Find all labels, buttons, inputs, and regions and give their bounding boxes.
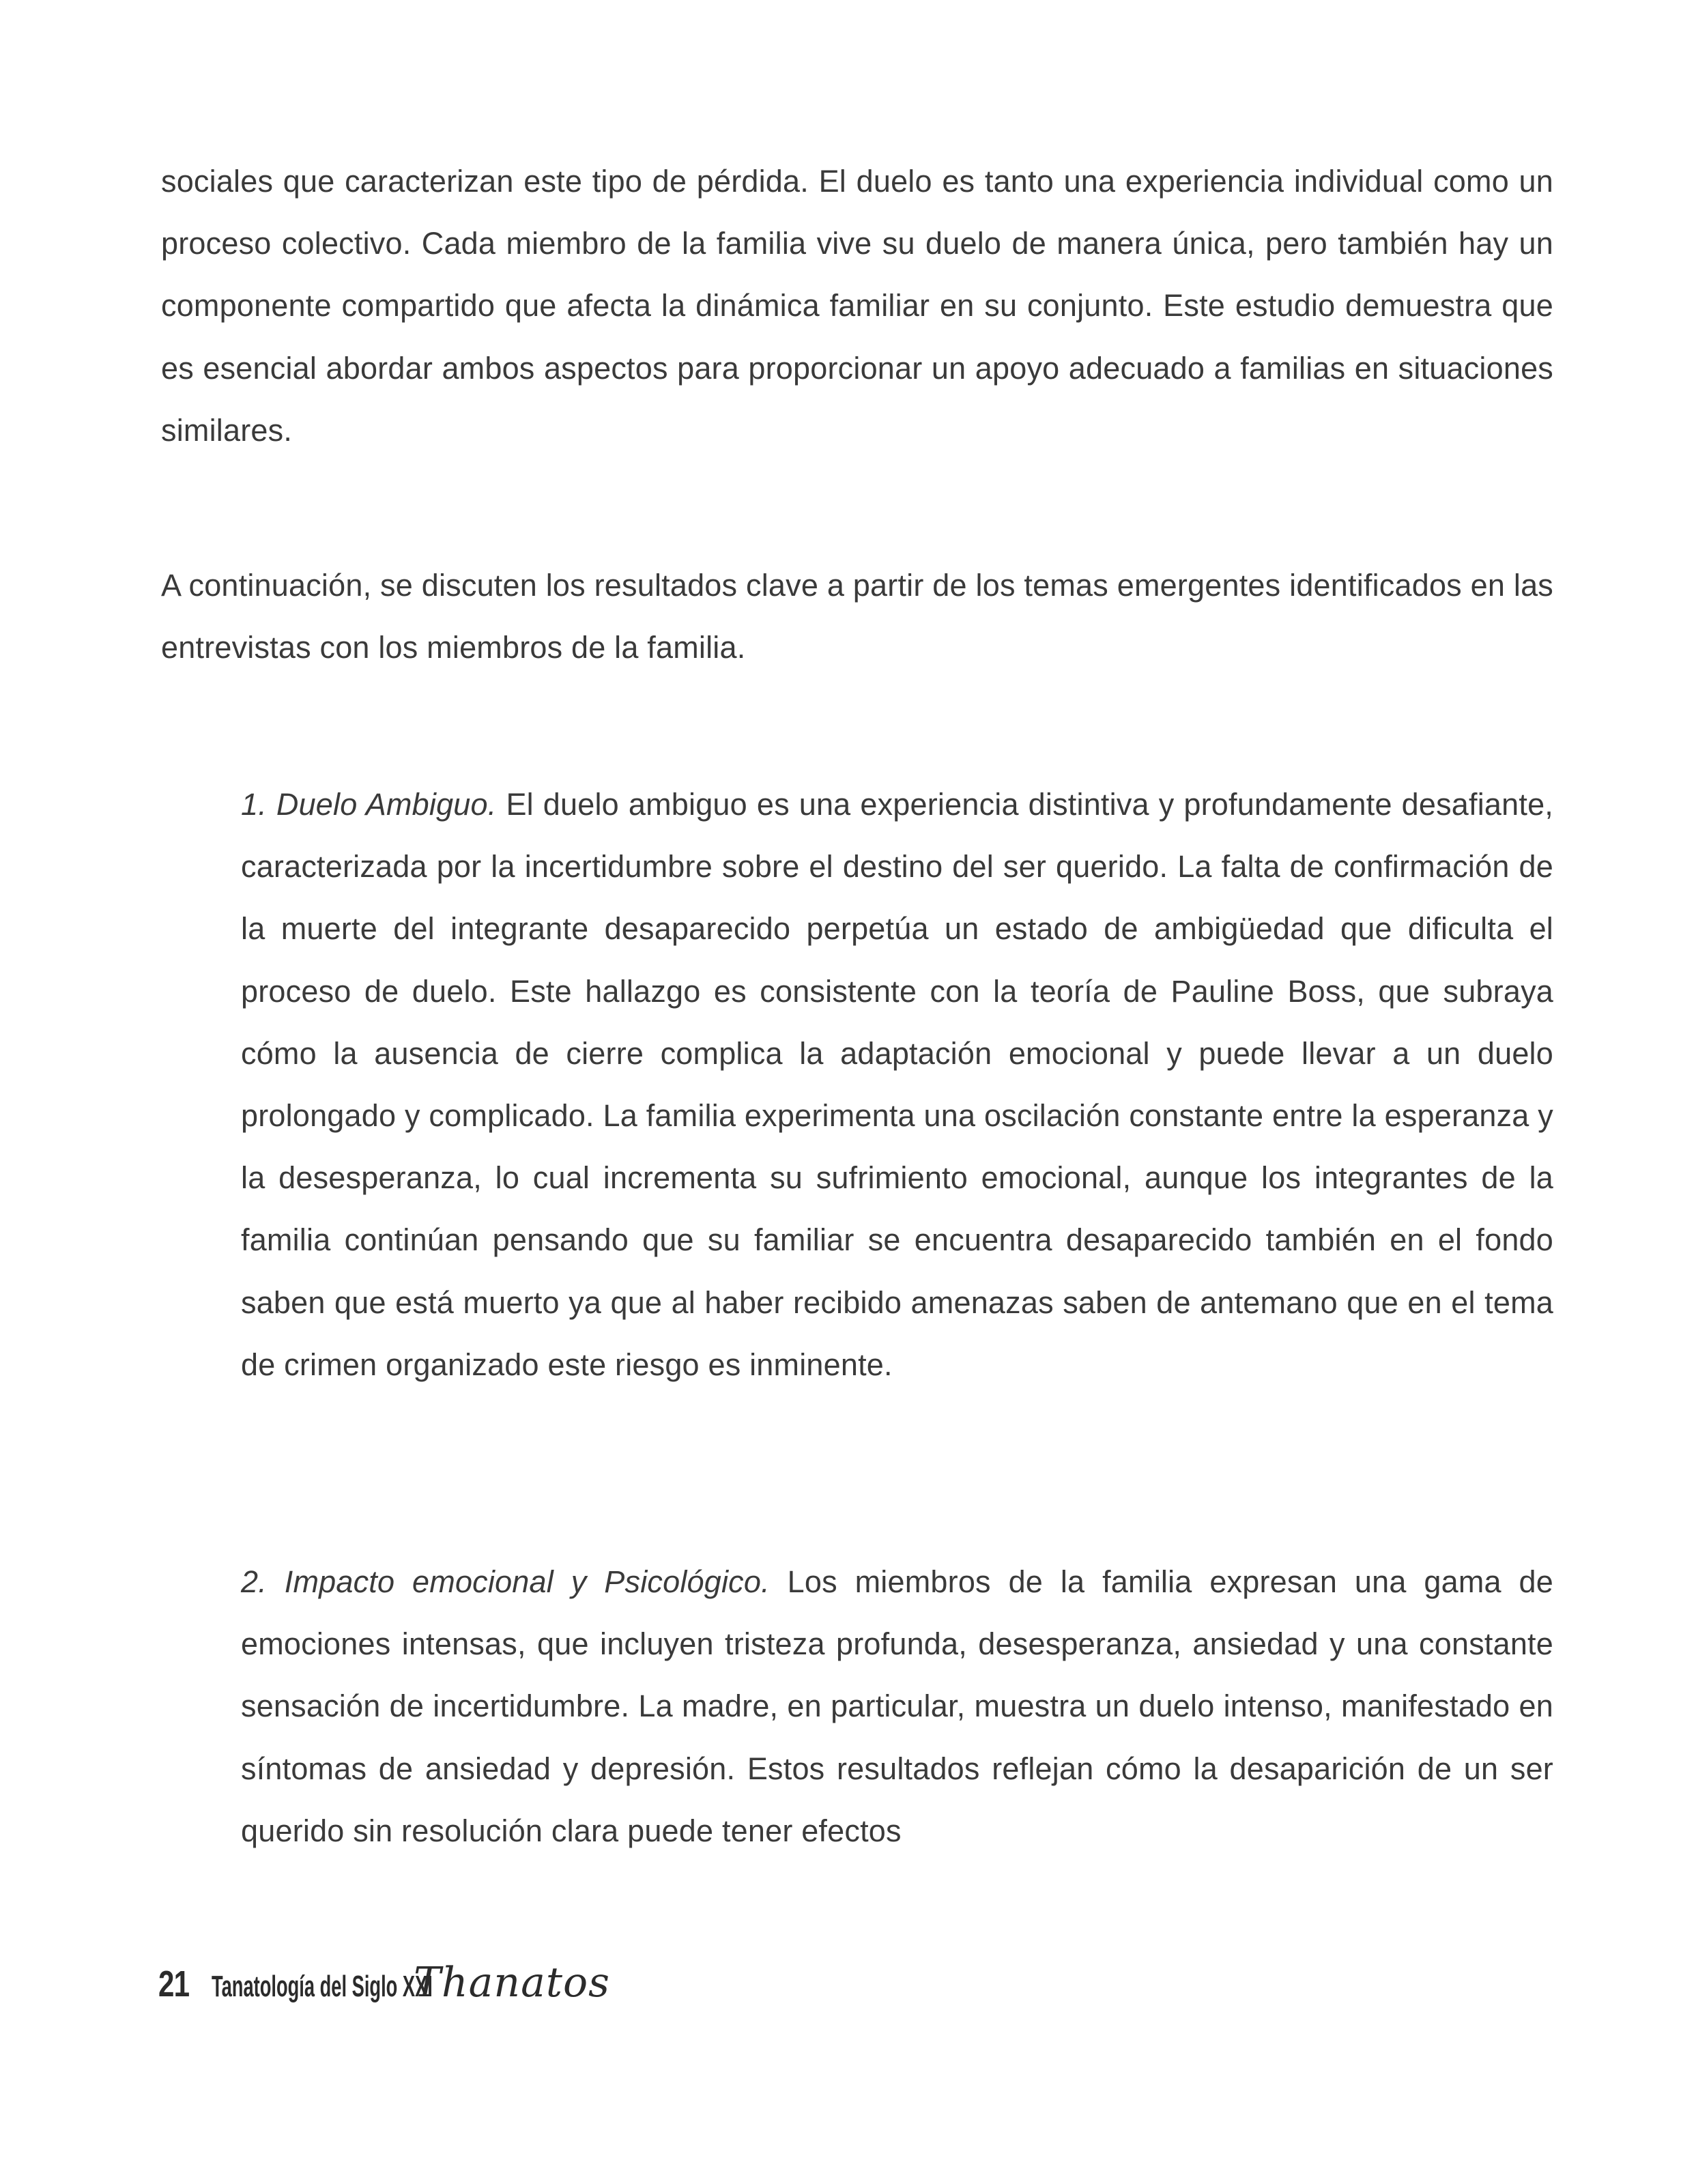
journal-name: Tanatología del Siglo XXI: [212, 1970, 433, 2003]
body-paragraph: sociales que caracterizan este tipo de pérdida. El duelo es tanto una experiencia individual como un proceso colectivo. Cada miembro de la familia vive su duelo de manera única, pero también hay un componente compartido que afecta la dinámica familiar en su conjunto. Este estudio demuestra que es esencial abordar ambos aspectos para proporcionar un apoyo adecuado a familias en situaciones similares.: [161, 164, 1553, 448]
numbered-item: [241, 1551, 1553, 1862]
page-footer: [158, 1959, 610, 2013]
page-number: 21: [158, 1964, 190, 2005]
item-heading: 1. Duelo Ambiguo.: [241, 787, 497, 822]
item-heading: 2. Impacto emocional y Psicológico.: [241, 1564, 770, 1599]
numbered-item: [241, 773, 1553, 1396]
journal-logo: Thanatos: [414, 1959, 610, 2007]
item-text: El duelo ambiguo es una experiencia distintiva y profundamente desafiante, caracterizada por la incertidumbre sobre el destino del ser querido. La falta de confirmación de la muerte del integrante desaparecido perpetúa un estado de ambigüedad que dificulta el proceso de duelo. Este hallazgo es consistente con la teoría de Pauline Boss, que subraya cómo la ausencia de cierre complica la adaptación emocional y puede llevar a un duelo prolongado y complicado. La familia experimenta una oscilación constante entre la esperanza y la desesperanza, lo cual incrementa su sufrimiento emocional, aunque los integrantes de la familia continúan pensando que su familiar se encuentra desaparecido también en el fondo saben que está muerto ya que al haber recibido amenazas saben de antemano que en el tema de crimen organizado este riesgo es inminente.: [241, 787, 1554, 1382]
body-paragraph: A continuación, se discuten los resultados clave a partir de los temas emergentes identificados en las entrevistas con los miembros de la familia.: [161, 568, 1553, 665]
item-text: Los miembros de la familia expresan una gama de emociones intensas, que incluyen tristeza profunda, desesperanza, ansiedad y una constante sensación de incertidumbre. La madre, en particular, muestra un duelo intenso, manifestado en síntomas de ansiedad y depresión. Estos resultados reflejan cómo la desaparición de un ser querido sin resolución clara puede tener efectos: [241, 1564, 1554, 1848]
